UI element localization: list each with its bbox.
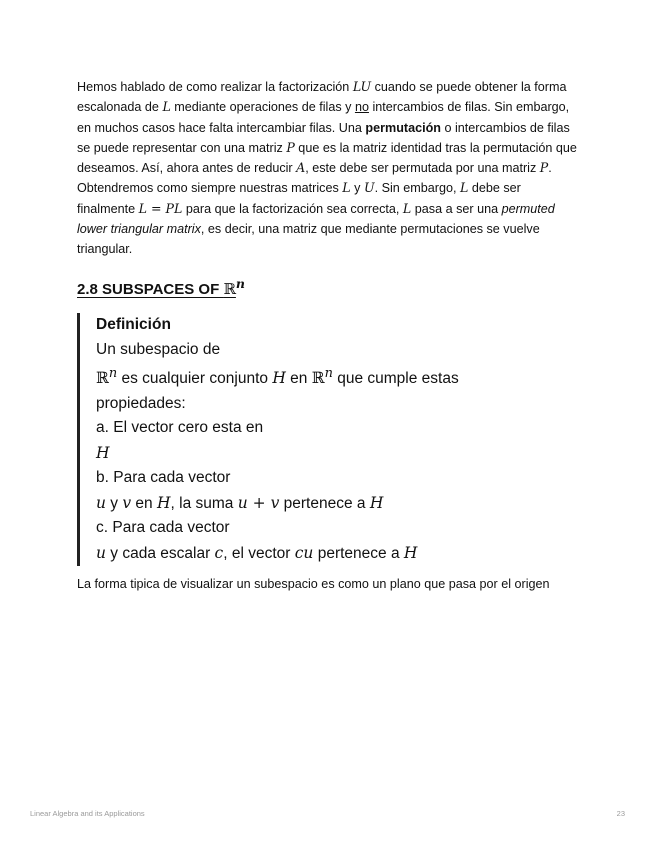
definition-text: en: [131, 494, 157, 512]
footer-book-title: Linear Algebra and its Applications: [30, 809, 145, 818]
math-real-numbers: ℝ: [96, 369, 109, 388]
definition-line: [96, 362, 576, 392]
math-real-numbers: ℝ: [311, 369, 325, 388]
definition-title: Definición: [96, 316, 171, 333]
definition-block: [77, 313, 576, 566]
math-L: L: [402, 200, 412, 216]
math-u-plus-v: u + v: [237, 493, 280, 512]
definition-line: Un subespacio de: [96, 340, 221, 358]
intro-text: para que la factorización sea correcta,: [182, 201, 403, 216]
math-superscript-n: n: [235, 276, 245, 291]
intro-text: cuando se puede obtener la forma escalonada de: [77, 80, 567, 115]
definition-line: [96, 491, 576, 517]
definition-text: , la suma: [170, 494, 238, 512]
intro-paragraph: [77, 77, 582, 260]
intro-text: , es decir, una matriz que mediante permutaciones se vuelve triangular.: [77, 222, 540, 257]
definition-line: [96, 541, 576, 567]
definition-text: en: [285, 370, 312, 388]
intro-text: y: [350, 181, 364, 196]
definition-text: que cumple estas: [332, 370, 459, 388]
intro-text: , este debe ser permutada por una matriz: [305, 161, 540, 176]
math-L: L: [162, 99, 171, 115]
intro-text: pasa a ser una: [411, 201, 502, 216]
definition-line: [96, 441, 576, 467]
intro-text: . Obtendremos como siempre nuestras matrices: [77, 161, 552, 196]
outro-paragraph: La forma tipica de visualizar un subespacio es como un plano que pasa por el origen: [77, 577, 550, 591]
math-superscript-n: n: [324, 366, 333, 381]
section-heading: [77, 272, 582, 302]
math-superscript-n: n: [108, 366, 118, 381]
math-v: v: [122, 493, 132, 512]
definition-text: pertenece a: [279, 494, 370, 512]
math-P: P: [286, 139, 295, 155]
intro-text: Hemos hablado de como realizar la factorización: [77, 80, 353, 94]
footer-page-number: 23: [616, 809, 625, 818]
math-LU: LU: [352, 79, 372, 94]
definition-line: b. Para cada vector: [96, 469, 231, 487]
definition-text: y: [105, 494, 123, 512]
math-A: A: [296, 160, 306, 176]
section-heading-underlined: [77, 281, 236, 298]
intro-text: intercambios de filas. Sin embargo, en muchos casos hace falta intercambiar filas. Una: [77, 100, 570, 135]
definition-line: a. El vector cero esta en: [96, 419, 264, 437]
math-c: c: [214, 543, 224, 562]
math-U: U: [363, 180, 375, 196]
math-L-equals-PL: L = PL: [138, 200, 183, 216]
intro-text: . Sin embargo,: [374, 181, 460, 196]
definition-text: y cada escalar: [105, 544, 215, 562]
definition-text: es cualquier conjunto: [117, 370, 273, 388]
definition-text: pertenece a: [313, 544, 404, 562]
math-u: u: [96, 493, 106, 512]
definition-text: , el vector: [223, 544, 295, 562]
math-H: H: [272, 369, 286, 388]
underlined-no: no: [354, 100, 369, 115]
intro-text: mediante operaciones de filas y: [170, 100, 355, 115]
math-cu: cu: [294, 543, 314, 562]
definition-line: c. Para cada vector: [96, 519, 230, 537]
math-P: P: [539, 160, 549, 176]
math-H: H: [403, 543, 418, 562]
section-heading-text: 2.8 SUBSPACES OF: [77, 281, 224, 298]
math-real-numbers: ℝ: [223, 280, 236, 298]
math-u: u: [96, 543, 106, 562]
intro-text: o intercambios de filas se puede representar con una matriz: [77, 120, 570, 155]
math-H: H: [96, 443, 110, 462]
intro-text: debe ser finalmente: [77, 181, 521, 216]
math-L: L: [342, 180, 351, 196]
definition-line: propiedades:: [96, 394, 186, 412]
math-L: L: [459, 180, 469, 196]
bold-permutacion: permutación: [365, 120, 441, 135]
math-H: H: [156, 493, 171, 512]
intro-text: que es la matriz identidad tras la permutación que deseamos. Así, ahora antes de reducir: [77, 140, 577, 176]
math-H: H: [369, 493, 384, 512]
italic-term: permuted lower triangular matrix: [77, 201, 555, 237]
